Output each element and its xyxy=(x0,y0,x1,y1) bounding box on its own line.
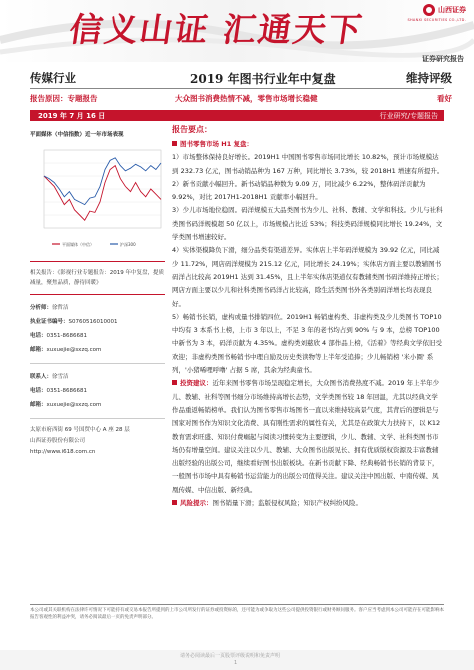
subsection-title: 投资建议： xyxy=(180,379,213,388)
tel-number: 0351-8686681 xyxy=(46,333,87,339)
subsection-title: 风险提示： xyxy=(180,499,213,508)
license-number: S0760516010001 xyxy=(68,319,118,325)
paragraph: 3）少儿市场地位稳固。码洋规模五大品类图书为少儿、社科、教辅、文学和科技。少儿与社科类图书码洋规模超 50 亿以上，市场规模占比近 53%；科技类码洋规模同比增长 19.24%，文学类图书增速较好。 xyxy=(172,206,443,242)
market-chart xyxy=(30,140,165,255)
contact-email[interactable]: xuxuejie@sxzq.com xyxy=(46,402,102,408)
footer-notice: 请务必阅读最后一页股票评级说明和免责声明 xyxy=(180,653,281,659)
header-banner xyxy=(0,0,474,62)
paragraph: 1）市场整体保持良好增长。2019H1 中国图书零售市场同比增长 10.82%，预计市场规模达到 232.73 亿元，图书动销品种为 167 万种，同比增长 3.73%，较 2018H1 增速有所提升。 xyxy=(172,153,444,175)
chart-title: 平面媒体（中信指数）近一年市场表现 xyxy=(30,132,124,138)
left-column xyxy=(30,130,165,458)
page-number: 1 xyxy=(234,660,238,666)
contact-name: 徐雪洁 xyxy=(52,374,69,380)
report-body xyxy=(172,124,444,510)
license-row xyxy=(30,315,165,329)
subtitle-row xyxy=(0,93,474,107)
contact-label: 联系人： xyxy=(30,374,53,380)
tel-row xyxy=(30,329,165,343)
analyst-name: 徐哲洁 xyxy=(52,305,69,311)
rating-value: 看好 xyxy=(437,94,452,103)
report-subtitle: 大众图书消费热情不减，零售市场增长稳健 xyxy=(175,94,318,103)
analyst-row xyxy=(30,301,165,315)
divider xyxy=(30,363,165,364)
subsection-title: 图书零售市场 H1 复盘： xyxy=(180,140,253,148)
paragraph: 图书销量下滑；监版侵权风险；知识产权纠纷风险。 xyxy=(212,499,362,508)
contact-tel-row xyxy=(30,384,165,398)
company-line: 山西证券股份有限公司 xyxy=(30,438,86,444)
paragraph: 5）畅销书长销，虚构或量书排销四位。2019H1 畅销虚构类、非虚构类及少儿类图书 TOP10 中均有 3 本系书上榜，上市 3 年以上，不足 3 年的老书均占到 90% 与 9 本，总榜 TOP100 中新书为 3 本，码洋贡献为 4.35%。虚构类刘慈欣 4 部作品上榜，《活着》等经典文学依旧受欢迎；非虚构类图书畅销书中理自励及历史类读物等上半年受追捧；少儿畅销榜 '米小圈' 系列，'小猪唏哩呼噜' 占据 5 席，其余为经典童书。 xyxy=(172,312,443,375)
divider xyxy=(30,261,165,262)
rating-label: 维持评级 xyxy=(406,71,452,85)
bullet-icon xyxy=(172,500,177,505)
legend-label-1: 沪深300 xyxy=(120,242,136,247)
company-name: 山西证券 xyxy=(438,6,466,14)
market-chart-svg xyxy=(30,140,165,255)
contact-row xyxy=(30,370,165,384)
page-footer xyxy=(0,650,474,670)
divider xyxy=(30,604,444,605)
paragraph: 2）新书贡献小幅回升。新书动销品种数为 9.09 万，同比减少 6.22%，整体码洋贡献为 9.92%，对比 2017H1-2018H1 贡献率小幅回升。 xyxy=(172,179,426,202)
risk-warning xyxy=(172,497,444,510)
license-label: 执业证书编号： xyxy=(30,319,69,325)
paragraph: 近年来图书零售市场呈现稳定增长，大众图书消费热度不减。2019 年上半年少儿、教辅、社科等图书细分市场维持高增长态势，文学类图书较 18 年回温，尤其以经典文学作品重返畅销榜单。我们认为图书零售市场图书一直以来维持较高景气度，其背后的逻辑是与国家对图书作为知识文化消费、具有刚性需求的属性有关，尤其是在政策大力扶持下，以 K12 教育需求旺盛、知识付费崛起与阅读习惯转变为主要逻辑，少儿、教辅、文学、社科类图书市场仍有增量空间。建议关注以少儿、教辅、大众图书出版见长、拥有优质版权资源及丰富教辅出版经验的出版公司，继续看好图书出版板块。在新书贡献下降、经典畅销书长销的背景下，一般图书市场中具有畅销书运营能力的出版公司值得关注。建议关注中国出版、中南传媒、凤凰传媒、中信出版、新经典。 xyxy=(172,379,441,494)
report-reason: 报告原因：专题报告 xyxy=(30,94,98,103)
footer xyxy=(30,604,444,621)
banner-slogan: 信义山证 汇通天下 xyxy=(66,10,366,49)
report-date: 2019 年 7 月 16 日 xyxy=(38,112,106,120)
related-reports: 相关报告：《影视行业专题报告：2019 年中复盘，提质减量，聚焦品质，静待回暖》 xyxy=(30,270,164,286)
disclaimer-text: 本公司或其关联机构在法律许可情况下可能持有或交易本报告所提到的上市公司所发行的证券或投资标的，还可能为或争取为这些公司提供投资银行或财务顾问服务。客户应当考虑到本公司可能存在可能影响本报告客观性的利益冲突，请务必阅读最后一页的免责声明部分。 xyxy=(30,608,444,620)
bullet-icon xyxy=(172,380,177,385)
divider xyxy=(30,418,165,419)
email-label: 邮箱： xyxy=(30,347,47,353)
legend-label-0: 平面媒体（中信） xyxy=(62,242,94,247)
report-series: 证券研究报告 xyxy=(422,55,464,62)
report-category: 行业研究/专题报告 xyxy=(379,112,438,120)
investment-advice xyxy=(172,377,444,497)
website-link[interactable]: http://www.i618.com.cn xyxy=(30,449,96,455)
industry-label: 传媒行业 xyxy=(30,71,76,85)
title-row xyxy=(0,68,474,90)
report-title: 2019 年图书行业年中复盘 xyxy=(190,72,336,86)
analyst-label: 分析师： xyxy=(30,305,53,311)
email-row xyxy=(30,343,165,357)
subsection-heading xyxy=(172,138,444,151)
paragraph: 4）实体渠模降负下滑，细分品类有渠道差异。实体店上半年码洋规模为 39.92 亿元，同比减少 11.72%，网店码洋规模为 215.12 亿元，同比增长 24.19%；实体店方面主要以教辅图书码洋占比较高 2019H1 达到 31.45%，且上半年实体店渠道仅有教辅类图书码洋维持正增长；网店方面主要以少儿和社科类图书码洋占比较高，除生活类图书外各类别码洋增长均表现良好。 xyxy=(172,246,444,308)
tel-label: 电话： xyxy=(30,333,47,339)
company-name-en: SHANXI SECURITIES CO.,LTD. xyxy=(407,18,466,22)
contact-tel: 0351-8686681 xyxy=(46,388,87,394)
contact-email-label: 邮箱： xyxy=(30,402,47,408)
divider xyxy=(30,294,165,295)
address-line: 太原市府西街 69 号国贸中心 A 座 28 层 xyxy=(30,427,130,433)
contact-email-row xyxy=(30,398,165,412)
bullet-icon xyxy=(172,141,177,146)
company-logo xyxy=(423,4,466,16)
divider xyxy=(30,88,444,89)
date-bar xyxy=(30,110,444,121)
series-line-1 xyxy=(44,158,161,205)
logo-icon xyxy=(423,4,435,16)
section-title: 报告要点： xyxy=(172,125,212,134)
contact-tel-label: 电话： xyxy=(30,388,47,394)
email-address[interactable]: xuxuejie@sxzq.com xyxy=(46,347,102,353)
